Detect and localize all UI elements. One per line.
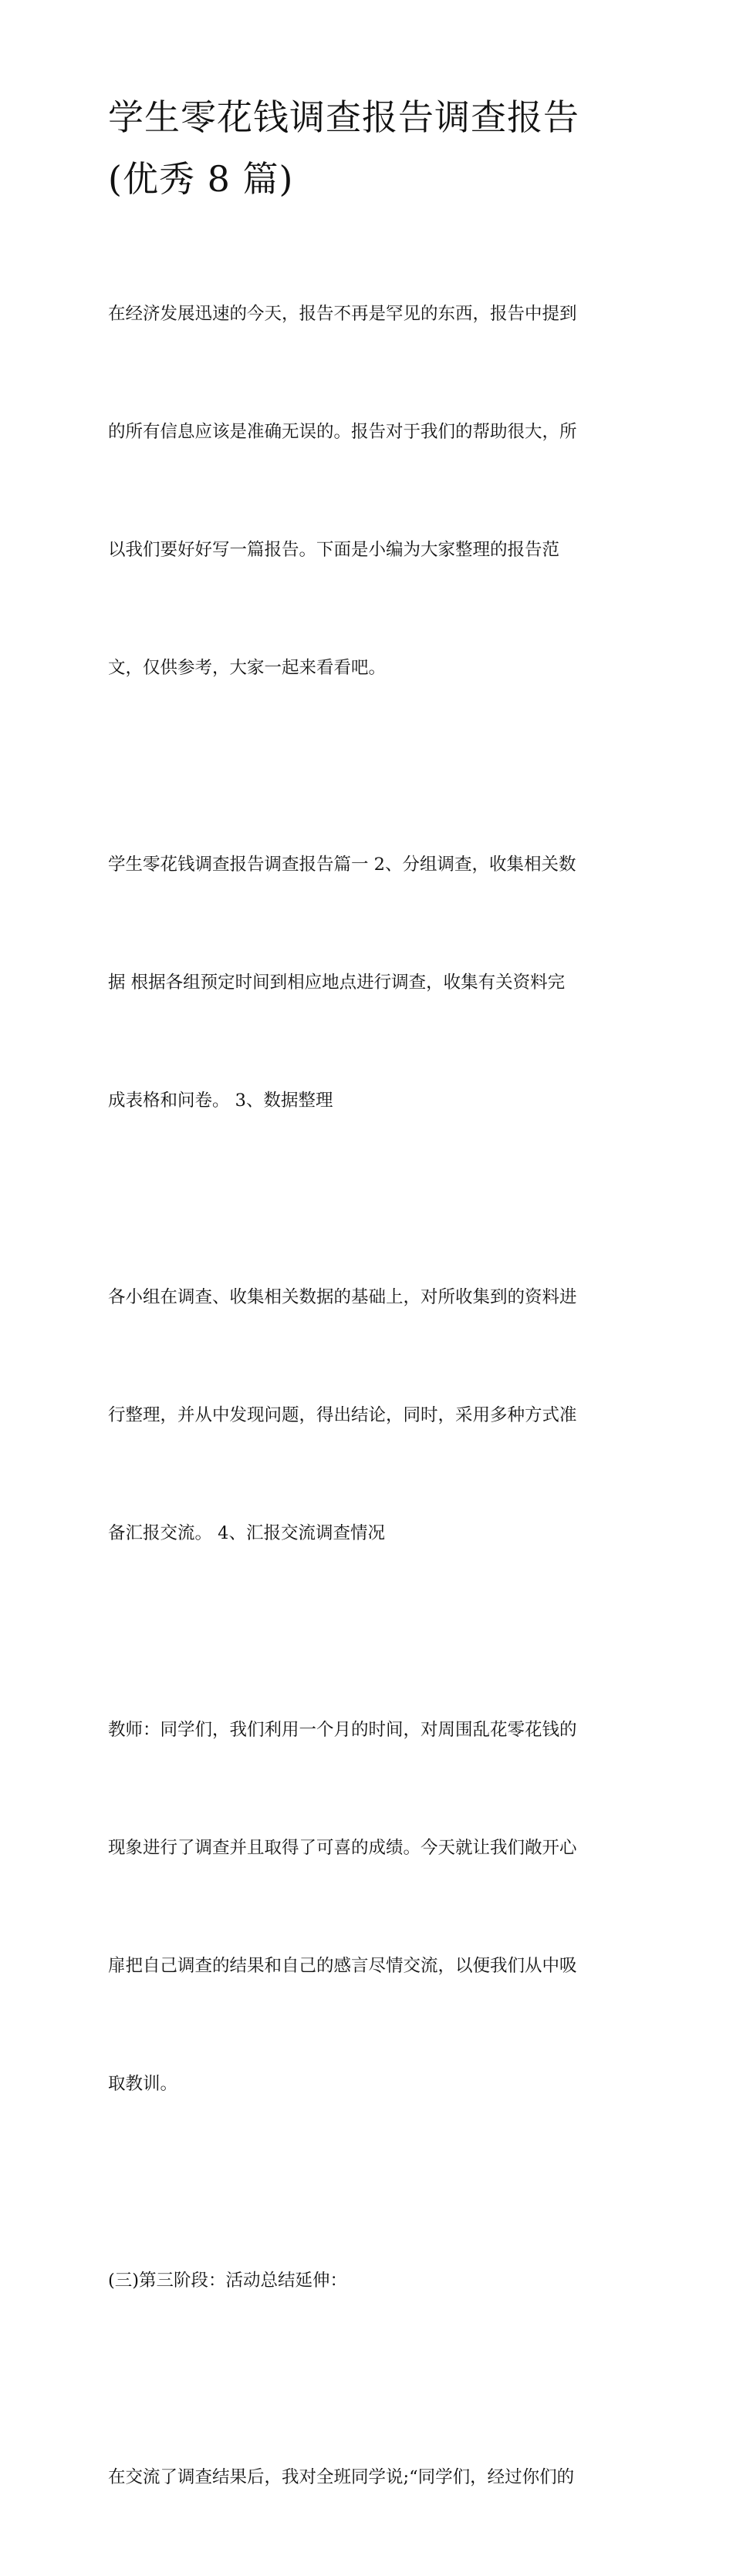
text-line: 取教训。 [108, 2074, 178, 2094]
title-line: 学生零花钱调查报告调查报告 [108, 96, 579, 138]
intro-paragraph [108, 216, 633, 767]
text-line: 在经济发展迅速的今天，报告不再是罕见的东西，报告中提到 [108, 304, 577, 324]
text-line: 在交流了调查结果后，我对全班同学说;“同学们，经过你们的 [108, 2467, 575, 2487]
text-line: 扉把自己调查的结果和自己的感言尽情交流，以便我们从中吸 [108, 1956, 577, 1976]
text-line: 据 根据各组预定时间到相应地点进行调查，收集有关资料完 [108, 973, 566, 993]
text-line: 现象进行了调查并且取得了可喜的成绩。今天就让我们敞开心 [108, 1838, 577, 1858]
text-line: 教师：同学们，我们利用一个月的时间，对周围乱花零花钱的 [108, 1720, 577, 1740]
text-line: 备汇报交流。 4、汇报交流调查情况 [108, 1523, 385, 1543]
text-line: 成表格和问卷。 3、数据整理 [108, 1091, 333, 1111]
document-body [108, 216, 633, 2576]
text-line: 以我们要好好写一篇报告。下面是小编为大家整理的报告范 [108, 540, 560, 560]
section-paragraph [108, 767, 633, 1199]
section-paragraph [108, 2379, 633, 2576]
text-line: 行整理，并从中发现问题，得出结论，同时，采用多种方式准 [108, 1405, 577, 1425]
section-heading-paragraph [108, 2183, 633, 2379]
document-title [108, 86, 633, 210]
section-paragraph [108, 1199, 633, 1632]
text-line: 各小组在调查、收集相关数据的基础上，对所收集到的资料进 [108, 1287, 577, 1307]
title-line: (优秀 8 篇) [108, 158, 294, 200]
text-line: 的所有信息应该是准确无误的。报告对于我们的帮助很大，所 [108, 422, 577, 442]
text-line: 文，仅供参考，大家一起来看看吧。 [108, 658, 387, 678]
section-paragraph [108, 1632, 633, 2183]
text-line: (三)第三阶段：活动总结延伸： [108, 2271, 348, 2291]
text-line: 学生零花钱调查报告调查报告篇一 2、分组调查，收集相关数 [108, 855, 576, 875]
